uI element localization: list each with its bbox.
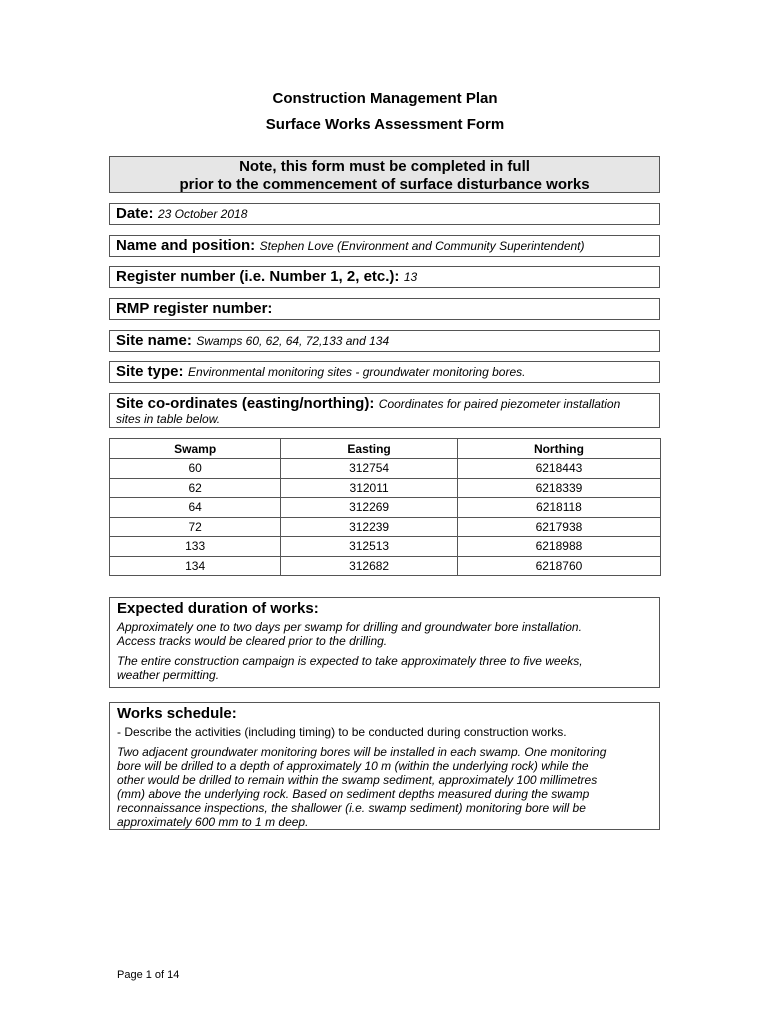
coordinates-table <box>109 438 661 576</box>
schedule-line: (mm) above the underlying rock. Based on sediment depths measured during the swamp <box>117 787 590 801</box>
table-row <box>110 498 661 518</box>
cell-northing: 6217938 <box>457 517 660 537</box>
site-coords-label: Site co-ordinates (easting/northing): <box>116 395 375 412</box>
cell-swamp: 60 <box>110 459 281 479</box>
document-title: Construction Management Plan <box>272 90 498 107</box>
note-line-2: prior to the commencement of surface disturbance works <box>179 176 590 193</box>
schedule-line: Two adjacent groundwater monitoring bores will be installed in each swamp. One monitoring <box>117 745 607 759</box>
schedule-line: bore will be drilled to a depth of approximately 10 m (within the underlying rock) while the <box>117 759 589 773</box>
expected-duration-section[interactable] <box>109 597 660 688</box>
cell-northing: 6218760 <box>457 556 660 576</box>
site-name-value: Swamps 60, 62, 64, 72,133 and 134 <box>196 334 390 348</box>
cell-northing: 6218118 <box>457 498 660 518</box>
document-subtitle: Surface Works Assessment Form <box>265 116 505 133</box>
schedule-line: other would be drilled to remain within the swamp sediment, approximately 100 millimetres <box>117 773 598 787</box>
cell-easting: 312269 <box>281 498 458 518</box>
schedule-line: reconnaissance inspections, the shallower (i.e. swamp sediment) monitoring bore will be <box>117 801 586 815</box>
cell-swamp: 72 <box>110 517 281 537</box>
table-row <box>110 478 661 498</box>
register-number-label: Register number (i.e. Number 1, 2, etc.): <box>116 268 400 285</box>
duration-para1-line2: Access tracks would be cleared prior to the drilling. <box>117 634 388 648</box>
table-row <box>110 537 661 557</box>
col-swamp: Swamp <box>110 439 281 459</box>
site-type-value: Environmental monitoring sites - groundwater monitoring bores. <box>187 365 526 379</box>
col-easting: Easting <box>281 439 458 459</box>
table-header-row <box>110 439 661 459</box>
works-schedule-section[interactable] <box>109 702 660 830</box>
cell-northing: 6218988 <box>457 537 660 557</box>
cell-easting: 312239 <box>281 517 458 537</box>
date-label: Date: <box>116 205 154 222</box>
site-coordinates-field[interactable] <box>109 393 660 428</box>
site-name-label: Site name: <box>116 332 192 349</box>
date-value: 23 October 2018 <box>157 207 248 221</box>
register-number-value: 13 <box>403 270 418 284</box>
table-row <box>110 556 661 576</box>
site-type-field[interactable] <box>109 361 660 383</box>
schedule-instruction: - Describe the activities (including timing) to be conducted during construction works. <box>117 725 567 739</box>
schedule-line: approximately 600 mm to 1 m deep. <box>117 815 309 829</box>
cell-swamp: 64 <box>110 498 281 518</box>
cell-northing: 6218443 <box>457 459 660 479</box>
completion-note <box>109 156 660 193</box>
duration-para2-line1: The entire construction campaign is expected to take approximately three to five weeks, <box>117 654 583 668</box>
page-number: Page 1 of 14 <box>117 969 180 981</box>
register-number-field[interactable] <box>109 266 660 288</box>
cell-easting: 312513 <box>281 537 458 557</box>
cell-swamp: 134 <box>110 556 281 576</box>
schedule-heading: Works schedule: <box>117 705 237 722</box>
duration-heading: Expected duration of works: <box>117 600 319 617</box>
cell-easting: 312754 <box>281 459 458 479</box>
cell-swamp: 133 <box>110 537 281 557</box>
col-northing: Northing <box>457 439 660 459</box>
date-field[interactable] <box>109 203 660 225</box>
site-name-field[interactable] <box>109 330 660 352</box>
name-position-label: Name and position: <box>116 237 256 254</box>
site-type-label: Site type: <box>116 363 184 380</box>
rmp-register-label: RMP register number: <box>116 300 273 317</box>
note-line-1: Note, this form must be completed in full <box>239 158 530 175</box>
cell-swamp: 62 <box>110 478 281 498</box>
site-coords-value-cont: sites in table below. <box>116 412 221 426</box>
cell-easting: 312011 <box>281 478 458 498</box>
table-row <box>110 459 661 479</box>
cell-easting: 312682 <box>281 556 458 576</box>
site-coords-value: Coordinates for paired piezometer installation <box>378 397 621 411</box>
name-position-value: Stephen Love (Environment and Community Superintendent) <box>259 239 585 253</box>
name-position-field[interactable] <box>109 235 660 257</box>
duration-para2-line2: weather permitting. <box>117 668 220 682</box>
rmp-register-field[interactable] <box>109 298 660 320</box>
table-row <box>110 517 661 537</box>
duration-para1-line1: Approximately one to two days per swamp for drilling and groundwater bore installation. <box>117 620 582 634</box>
cell-northing: 6218339 <box>457 478 660 498</box>
